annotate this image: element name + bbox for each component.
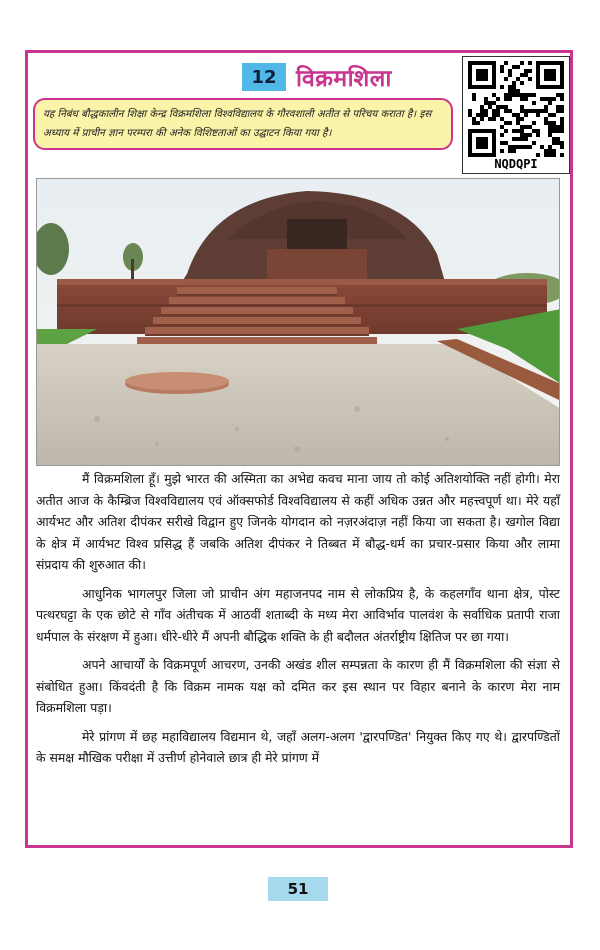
- body-text: [36, 468, 560, 776]
- paragraph-3: अपने आचार्यों के विक्रमपूर्ण आचरण, उनकी अखंड शील सम्पन्नता के कारण ही मैं विक्रमशिला की संज्ञा से संबोधित हुआ। किंवदंती है कि विक्रम नामक यक्ष को दमित कर इस स्थान पर विहार बनाने के कारण मेरा नाम विक्रमशिला पड़ा।: [36, 657, 560, 715]
- intro-box: यह निबंध बौद्धकालीन शिक्षा केन्द्र विक्रमशिला विश्वविद्यालय के गौरवशाली अतीत से परिचय कराता है। इस अध्याय में प्राचीन ज्ञान परम्परा की अनेक विशिष्टताओं का उद्घाटन किया गया है।: [33, 98, 453, 150]
- vikramshila-ruins-image: [37, 179, 560, 466]
- chapter-number: 12: [242, 63, 286, 91]
- qr-block[interactable]: [462, 56, 570, 174]
- paragraph-1: मैं विक्रमशिला हूँ। मुझे भारत की अस्मिता का अभेद्य कवच माना जाय तो कोई अतिशयोक्ति नहीं होगी। मेरा अतीत आज के कैम्ब्रिज विश्वविद्यालय एवं ऑक्सफोर्ड विश्वविद्यालय से कहीं अधिक उन्नत और महत्त्वपूर्ण था। मेरे यहाँ आर्यभट और अतिश दीपंकर सरीखे विद्वान हुए जिनके योगदान को नज़रअंदाज़ नहीं किया जा सकता है। खगोल विद्या के क्षेत्र में आर्यभट विश्व प्रसिद्ध हैं जबकि अतिश दीपंकर ने तिब्बत में बौद्ध-धर्म का प्रचार-प्रसार किया और लामा संप्रदाय की शुरुआत की।: [36, 471, 560, 572]
- qr-code-icon[interactable]: [468, 61, 564, 157]
- paragraph-2: आधुनिक भागलपुर जिला जो प्राचीन अंग महाजनपद नाम से लोकप्रिय है, के कहलगाँव थाना क्षेत्र, पोस्ट पत्थरघट्टा के एक छोटे से गाँव अंतीचक में आठवीं शताब्दी के मध्य मेरा आविर्भाव पालवंश के सर्वाधिक प्रतापी राजा धर्मपाल के संरक्षण में हुआ। धीरे-धीरे मैं अपनी बौद्धिक शक्ति के ही बदौलत अंतर्राष्ट्रीय क्षितिज पर छा गया।: [36, 585, 560, 644]
- vikramshila-photo: [36, 178, 560, 466]
- chapter-title: विक्रमशिला: [296, 66, 392, 92]
- page-number: 51: [268, 877, 328, 901]
- qr-code-label: NQDQPI: [494, 157, 538, 171]
- chapter-header: [242, 63, 392, 91]
- paragraph-4: मेरे प्रांगण में छह महाविद्यालय विद्यमान थे, जहाँ अलग-अलग 'द्वारपण्डित' नियुक्त किए गए थे। द्वारपण्डितों के समक्ष मौखिक परीक्षा में उत्तीर्ण होनेवाले छात्र ही मेरे प्रांगण में: [36, 728, 560, 765]
